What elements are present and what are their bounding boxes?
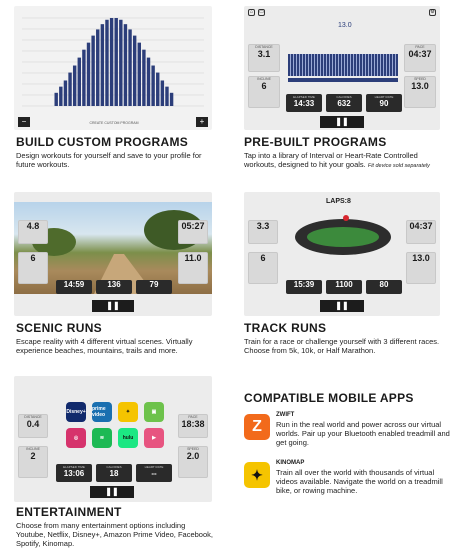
incline-control[interactable]: INCLINE 2	[18, 446, 48, 478]
workout-bar[interactable]	[138, 43, 141, 106]
workout-bar[interactable]	[91, 36, 94, 106]
distance-readout: 3.3	[248, 220, 278, 244]
feature-title: SCENIC RUNS	[16, 321, 102, 335]
workout-bar[interactable]	[105, 20, 108, 106]
plus-button[interactable]: +	[196, 117, 208, 127]
zwift-title: ZWIFT	[276, 412, 295, 418]
workout-bar[interactable]	[73, 66, 76, 106]
apps-heading: COMPATIBLE MOBILE APPS	[244, 391, 414, 405]
feature-title: PRE-BUILT PROGRAMS	[244, 135, 387, 149]
feature-desc: Choose from many entertainment options including Youtube, Netflix, Disney+, Amazon Prime Video, Facebook, Spotify, Kinomap.	[16, 521, 213, 548]
workout-bar[interactable]	[64, 80, 67, 106]
program-profile	[288, 54, 398, 76]
workout-bar[interactable]	[170, 93, 173, 106]
laps-counter: LAPS:8	[326, 198, 351, 205]
heart-rate-stat: HEART RATE 90	[366, 94, 402, 112]
workout-bar[interactable]	[156, 73, 159, 106]
speed-control[interactable]: SPEED 2.0	[178, 446, 208, 478]
pace-readout: PACE 04:37	[404, 44, 436, 72]
elapsed-time-stat: 14:59	[56, 280, 92, 294]
elapsed-time-stat: 15:39	[286, 280, 322, 294]
screen-icon[interactable]: ▭	[259, 9, 264, 15]
android-app-icon[interactable]: ▣	[144, 402, 164, 422]
kinomap-desc: Train all over the world with thousands of virtual videos available. Navigate the world on a treadmill bike, or rowing machine.	[276, 468, 443, 495]
feature-desc: Tap into a library of Interval or Heart-Rate Controlled workouts, designed to hit your goals. Fit device sold separately	[244, 151, 430, 169]
heart-rate-stat: 80	[366, 280, 402, 294]
pace-readout: PACE 18:38	[178, 414, 208, 438]
workout-bar[interactable]	[55, 93, 58, 106]
feature-desc: Design workouts for yourself and save to your profile for future workouts.	[16, 151, 202, 169]
workout-bar[interactable]	[59, 87, 62, 106]
heart-rate-stat: 79	[136, 280, 172, 294]
distance-readout: DISTANCE 0.4	[18, 414, 48, 438]
heart-rate-stat: HEART RATE --	[136, 464, 172, 482]
workout-bar[interactable]	[133, 36, 136, 106]
pause-button[interactable]: ❚❚	[320, 300, 364, 312]
workout-bar[interactable]	[96, 29, 99, 106]
workout-bar[interactable]	[110, 18, 113, 106]
workout-bar[interactable]	[124, 24, 127, 106]
calories-stat: 1100	[326, 280, 362, 294]
program-caption: CREATE CUSTOM PROGRAM	[89, 121, 139, 125]
workout-bar[interactable]	[119, 20, 122, 106]
workout-bar[interactable]	[128, 29, 131, 106]
race-track	[288, 212, 398, 262]
feature-title: BUILD CUSTOM PROGRAMS	[16, 135, 189, 149]
prime-video-app-icon[interactable]: prime video	[92, 402, 112, 422]
workout-bar-chart	[14, 6, 212, 116]
elapsed-time-stat: ELAPSED TIME 14:33	[286, 94, 322, 112]
incline-control[interactable]: INCLINE 6	[248, 76, 280, 108]
spotify-app-icon[interactable]: ≋	[92, 428, 112, 448]
pace-readout: 04:37	[406, 220, 436, 244]
settings-icon[interactable]: ⚙	[430, 9, 435, 15]
workout-bar[interactable]	[151, 66, 154, 106]
entertainment-screen	[14, 376, 212, 502]
incline-control[interactable]: 6	[18, 252, 48, 284]
pace-readout: 05:27	[178, 220, 208, 244]
workout-bar[interactable]	[87, 43, 90, 106]
pause-button[interactable]: ❚❚	[90, 486, 134, 498]
instagram-app-icon[interactable]: ◎	[66, 428, 86, 448]
workout-bar[interactable]	[147, 58, 150, 106]
track-run-screen	[244, 192, 440, 316]
workout-bar[interactable]	[115, 18, 118, 106]
minus-button[interactable]: −	[18, 117, 30, 127]
speed-control[interactable]: 11.0	[178, 252, 208, 284]
incline-control[interactable]: 6	[248, 252, 278, 284]
speed-control[interactable]: SPEED 13.0	[404, 76, 436, 108]
pause-button[interactable]: ❚❚	[92, 300, 134, 312]
feature-desc: Escape reality with 4 different virtual scenes. Virtually experience beaches, mountains, trails and more.	[16, 337, 193, 355]
speed-top: 13.0	[338, 22, 352, 29]
zwift-desc: Run in the real world and power across our virtual worlds. Pair up your Bluetooth enabled treadmill and get going.	[276, 420, 450, 447]
elapsed-time-stat: ELAPSED TIME 13:06	[56, 464, 92, 482]
workout-bar[interactable]	[82, 50, 85, 106]
kinomap-logo: ✦	[244, 462, 270, 488]
prebuilt-program-screen	[244, 6, 440, 130]
workout-bar[interactable]	[142, 50, 145, 106]
kinomap-title: KINOMAP	[276, 460, 305, 466]
feature-desc: Train for a race or challenge yourself with 3 different races. Choose from 5k, 10k, or Half Marathon.	[244, 337, 440, 355]
workout-bar[interactable]	[78, 58, 81, 106]
feature-title: ENTERTAINMENT	[16, 505, 122, 519]
calories-stat: 136	[96, 280, 132, 294]
calories-stat: CALORIES 632	[326, 94, 362, 112]
custom-program-screen	[14, 6, 212, 130]
workout-bar[interactable]	[101, 24, 104, 106]
pause-button[interactable]: ❚❚	[320, 116, 364, 128]
home-icon[interactable]: ⌂	[249, 9, 254, 15]
distance-readout: 4.8	[18, 220, 48, 244]
kinomap-app-icon[interactable]: ✦	[118, 402, 138, 422]
calories-stat: CALORIES 18	[96, 464, 132, 482]
profile-strip	[288, 78, 398, 82]
disney-app-icon[interactable]: Disney+	[66, 402, 86, 422]
feature-title: TRACK RUNS	[244, 321, 327, 335]
workout-bar[interactable]	[165, 87, 168, 106]
zwift-logo: Z	[244, 414, 270, 440]
workout-bar[interactable]	[68, 73, 71, 106]
hulu-app-icon[interactable]: hulu	[118, 428, 138, 448]
workout-bar[interactable]	[161, 80, 164, 106]
media-app-icon[interactable]: ▶	[144, 428, 164, 448]
speed-control[interactable]: 13.0	[406, 252, 436, 284]
distance-readout: DISTANCE 3.1	[248, 44, 280, 72]
scenic-run-screen	[14, 192, 212, 316]
